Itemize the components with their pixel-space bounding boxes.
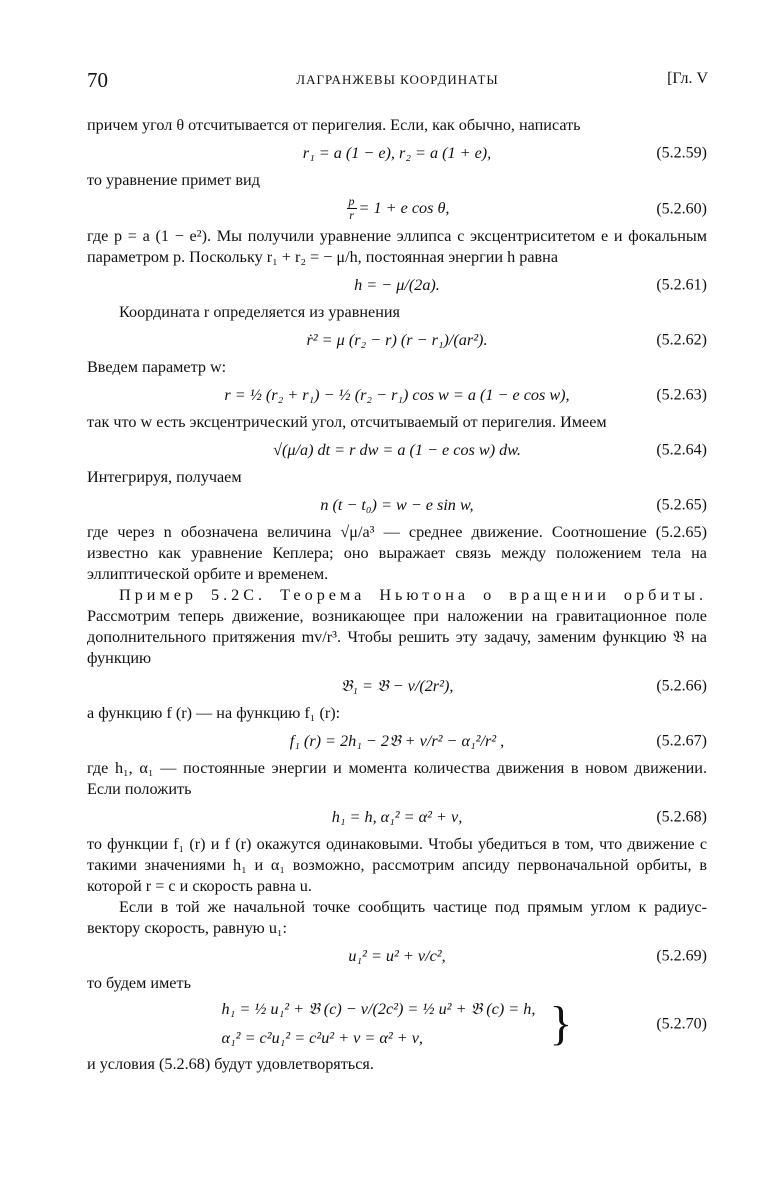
equation-expression: h₁ = h, α₁² = α² + ν,: [331, 807, 463, 826]
equation-expression: r₁ = a (1 − e), r₂ = a (1 + e),: [302, 143, 492, 162]
paragraph: Введем параметр w:: [87, 358, 227, 376]
equation-number: (5.2.61): [656, 276, 707, 294]
equation-expression: √(μ/a) dt = r dw = a (1 − e cos w) dw.: [273, 440, 521, 459]
paragraph: Координата r определяется из уравнения: [119, 303, 400, 321]
page-header: [87, 68, 708, 92]
equation-number: (5.2.63): [656, 386, 707, 404]
equation-number: (5.2.66): [656, 677, 707, 695]
equation-number: (5.2.68): [656, 808, 707, 826]
equation-5-2-63: [87, 382, 707, 408]
paragraph: то уравнение примет вид: [87, 171, 260, 189]
paragraph: и условия (5.2.68) будут удовлетворяться.: [87, 1055, 374, 1073]
equation-line: α₁² = c²u₁² = c²u² + ν = α² + ν,: [221, 1029, 423, 1047]
paragraph: Интегрируя, получаем: [87, 468, 242, 486]
example-text: Рассмотрим теперь движение, возникающее при наложении на гравитационное поле дополнительного притяжения mv/r³. Чтобы решить эту задачу, заменим функцию 𝔅 на функцию: [87, 607, 707, 667]
equation-expression: h = − μ/(2a).: [354, 275, 440, 294]
equation-rows: [222, 999, 536, 1049]
paragraph: где через n обозначена величина √μ/a³ — среднее движение. Соотношение (5.2.65) известно как уравнение Кеплера; оно выражает связь между положением тела на эллиптической орбите и временем.: [87, 523, 707, 583]
equation-number: (5.2.62): [656, 331, 707, 349]
equation-system: [222, 999, 573, 1049]
equation-expression: = 1 + e cos θ,: [358, 199, 450, 217]
paragraph: где h₁, α₁ — постоянные энергии и момента количества движения в новом движении. Если положить: [87, 759, 707, 798]
paragraph: где p = a (1 − e²). Мы получили уравнение эллипса с эксцентриситетом e и фокальным параметром p. Поскольку r₁ + r₂ = − μ/h, постоянная энергии h равна: [87, 227, 707, 266]
equation-5-2-64: [87, 437, 707, 463]
running-title: ЛАГРАНЖЕВЫ КООРДИНАТЫ: [296, 72, 499, 87]
chapter-label: [Гл. V: [667, 70, 708, 87]
paragraph: а функцию f (r) — на функцию f₁ (r):: [87, 704, 341, 722]
equation-line: h₁ = ½ u₁² + 𝔅 (c) − ν/(2c²) = ½ u² + 𝔅 (c) = h,: [221, 1000, 536, 1018]
paragraph: то функции f₁ (r) и f (r) окажутся одинаковыми. Чтобы убедиться в том, что движение с такими значениями h₁ и α₁ возможно, рассмотрим апсиду первоначальной орбиты, в которой r = c и скорость равна u.: [87, 835, 707, 895]
equation-5-2-62: [87, 327, 707, 353]
right-brace: }: [549, 997, 573, 1050]
page-body: [87, 115, 707, 1075]
equation-expression: 𝔅₁ = 𝔅 − ν/(2r²),: [340, 676, 454, 695]
equation-5-2-66: [87, 673, 707, 699]
equation-number: (5.2.67): [656, 732, 707, 750]
example-paragraph: [87, 585, 707, 669]
numerator: p: [348, 194, 355, 208]
equation-5-2-68: [87, 804, 707, 830]
equation-5-2-59: [87, 140, 707, 166]
equation-number: (5.2.65): [656, 496, 707, 514]
equation-number: (5.2.69): [656, 947, 707, 965]
equation-number: (5.2.59): [656, 144, 707, 162]
equation-expression: ṙ² = μ (r₂ − r) (r − r₁)/(ar²).: [306, 330, 488, 349]
page-number: 70: [87, 68, 108, 92]
fraction: [347, 195, 357, 222]
equation-number: (5.2.60): [656, 200, 707, 217]
equation-expression: n (t − t₀) = w − e sin w,: [320, 495, 474, 514]
equation-expression: u₁² = u² + ν/c²,: [348, 946, 446, 965]
paragraph: причем угол θ отсчитывается от перигелия. Если, как обычно, написать: [87, 116, 581, 134]
equation-5-2-70: [87, 998, 707, 1050]
paragraph: то будем иметь: [87, 974, 191, 992]
equation-expression: f₁ (r) = 2h₁ − 2𝔅 + ν/r² − α₁²/r² ,: [289, 731, 505, 750]
equation-5-2-67: [87, 728, 707, 754]
equation-number: (5.2.64): [656, 441, 707, 459]
equation-5-2-69: [87, 943, 707, 969]
example-heading: Пример 5.2С. Теорема Ньютона о вращении орбиты.: [119, 586, 707, 604]
equation-number: (5.2.70): [656, 1015, 707, 1033]
equation-5-2-61: [87, 272, 707, 298]
paragraph: так что w есть эксцентрический угол, отсчитываемый от перигелия. Имеем: [87, 413, 607, 431]
denominator: r: [349, 208, 354, 222]
equation-expression: r = ½ (r₂ + r₁) − ½ (r₂ − r₁) cos w = a (1 − e cos w),: [224, 385, 570, 404]
equation-5-2-60: [87, 195, 707, 222]
equation-5-2-65: [87, 492, 707, 518]
paragraph: Если в той же начальной точке сообщить частице под прямым углом к радиус-вектору скорость, равную u₁:: [87, 898, 707, 937]
